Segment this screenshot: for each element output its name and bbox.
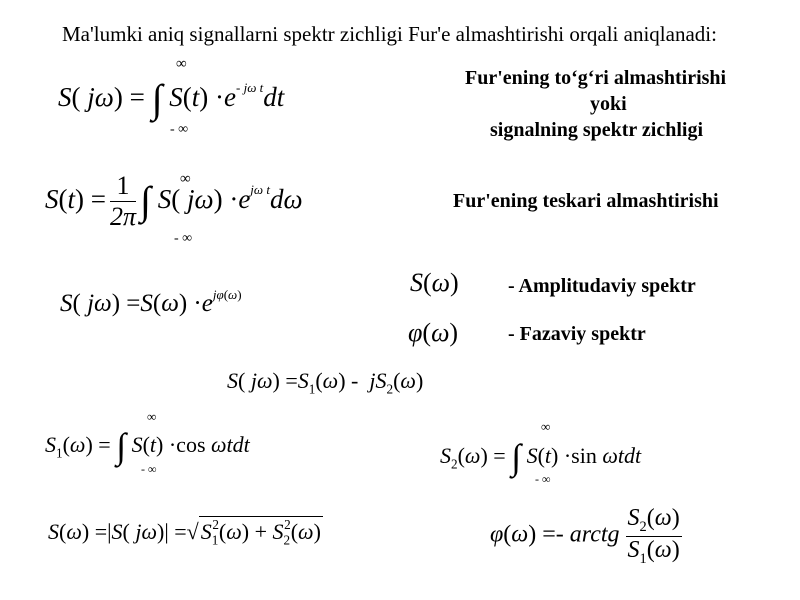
formula-decomposition: S( $j\omega) =S_1(\omega) - jS_2(\omega)$: [227, 368, 424, 397]
amplitude-spectrum-label: - Amplitudaviy spektr: [508, 275, 696, 297]
spectral-density-label: signalning spektr zichligi: [490, 119, 704, 141]
fraction-numerator: 1: [110, 172, 136, 202]
lower-limit: - ∞: [535, 472, 551, 486]
amplitude-symbol: S(ω): [410, 268, 459, 297]
upper-limit: ∞: [541, 419, 551, 434]
phase-spectrum-label: - Fazaviy spektr: [508, 323, 646, 345]
inverse-transform-label: Fur'ening teskari almashtirishi: [453, 190, 719, 212]
lower-limit: - ∞: [170, 122, 189, 137]
upper-limit: ∞: [180, 171, 191, 187]
formula-phase: φ(ω) =- arctg $\frac{S_2(\omega)}{S_1(\omega)}$: [490, 505, 680, 567]
intro-text: Ma'lumki aniq signallarni spektr zichligi Fur'e almashtirishi orqali aniqlanadi:: [62, 22, 717, 46]
lower-limit: - ∞: [174, 231, 193, 246]
upper-limit: ∞: [176, 56, 187, 72]
formula-s1: $S_1(\omega)$ = ∫ S(t) ·cos ωtdt: [45, 426, 250, 466]
formula-s2: $S_2(\omega)$ = ∫ S(t) ·sin ωtdt: [440, 437, 642, 477]
formula-inverse-transform: S(t) = $\frac{1}{2\pi}$ ∫ S( $j\omega) \cdot e^{j\omega t}d\omega$: [45, 171, 303, 231]
direct-transform-label: Fur'ening to‘g‘ri almashtirishi: [465, 67, 727, 89]
lower-limit: - ∞: [141, 462, 157, 476]
formula-magnitude: S(ω) =|S( $j\omega)| =√S_1^2(\omega) + S_2^2(\omega)$: [48, 517, 321, 548]
formula-direct-transform: S( jω) = ∫ $S(t) \cdot e^{- j\omega t}dt$: [58, 76, 285, 121]
fraction-denominator: 2π: [109, 201, 137, 231]
direct-transform-or: yoki: [590, 93, 627, 115]
formula-polar-form: S( $j\omega) =S(\omega) \cdot e^{j\varphi(\omega)}$: [60, 287, 242, 317]
phase-symbol: φ(ω): [408, 318, 459, 347]
upper-limit: ∞: [147, 409, 157, 424]
